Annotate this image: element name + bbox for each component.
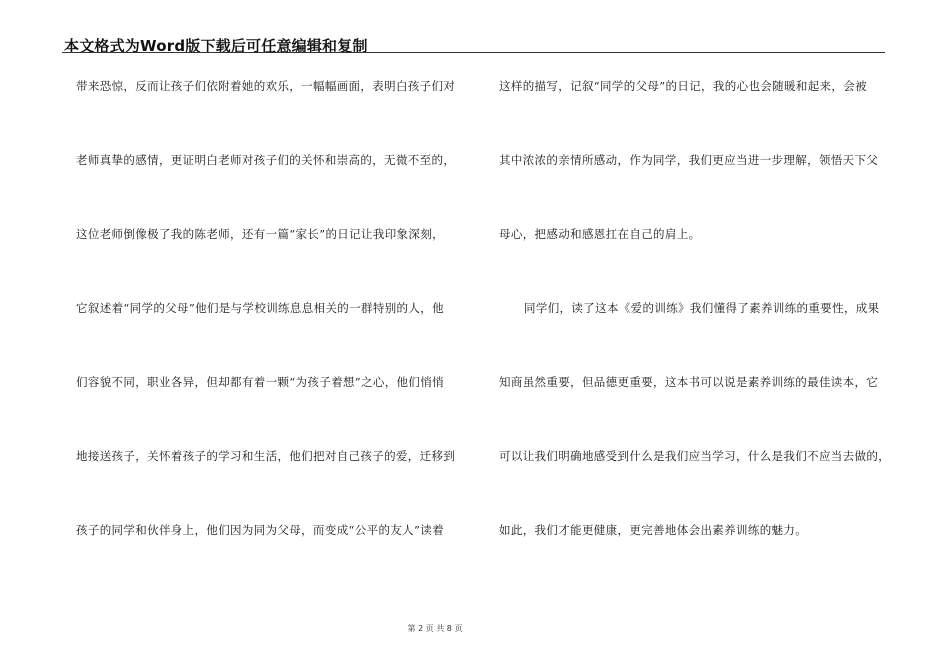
page-number-footer: 第 2 页 共 8 页 — [407, 624, 463, 633]
left-text-column — [76, 75, 468, 593]
text-line: 这样的描写，记叙“同学的父母”的日记，我的心也会随暖和起来，会被 — [499, 79, 867, 93]
text-line: 带来恐惊，反而让孩子们依附着她的欢乐，一幅幅画面，表明白孩子们对 — [76, 79, 456, 93]
page-header-title: 本文格式为Word版下载后可任意编辑和复制 — [64, 37, 368, 55]
text-line: 母心，把感动和感恩扛在自己的肩上。 — [499, 227, 701, 241]
text-line: 可以让我们明确地感受到什么是我们应当学习，什么是我们不应当去做的， — [499, 449, 891, 463]
text-line: 们容貌不同，职业各异，但却都有着一颗“为孩子着想”之心，他们悄悄 — [76, 375, 444, 389]
text-line: 其中浓浓的亲情所感动，作为同学，我们更应当进一步理解，领悟天下父 — [499, 153, 879, 167]
text-line: 老师真挚的感情，更证明白老师对孩子们的关怀和崇高的，无微不至的， — [76, 153, 456, 167]
header-divider — [62, 52, 885, 53]
text-line: 这位老师倒像极了我的陈老师，还有一篇“家长”的日记让我印象深刻， — [76, 227, 444, 241]
text-line: 孩子的同学和伙伴身上，他们因为同为父母，而变成“公平的友人”读着 — [76, 523, 444, 537]
text-line-paragraph-start: 同学们，读了这本《爱的训练》我们懂得了素养训练的重要性，成果 — [524, 301, 880, 315]
text-line: 地接送孩子，关怀着孩子的学习和生活，他们把对自己孩子的爱，迁移到 — [76, 449, 456, 463]
text-line: 知商虽然重要，但品德更重要，这本书可以说是素养训练的最佳读本，它 — [499, 375, 879, 389]
right-text-column — [499, 75, 891, 593]
text-line: 它叙述着“同学的父母”他们是与学校训练息息相关的一群特别的人，他 — [76, 301, 444, 315]
text-line: 如此，我们才能更健康，更完善地体会出素养训练的魅力。 — [499, 523, 808, 537]
